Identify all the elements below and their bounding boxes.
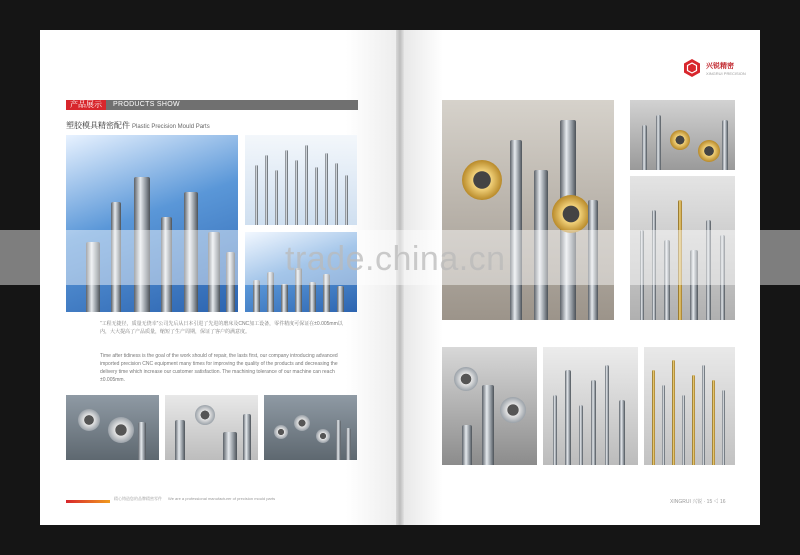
product-part	[346, 428, 351, 460]
product-part	[682, 395, 685, 465]
section-header-bar	[66, 100, 358, 110]
product-part	[305, 145, 308, 225]
product-photo-bottom-a	[442, 347, 537, 465]
product-part	[722, 390, 725, 465]
product-part	[316, 429, 330, 443]
product-part	[294, 415, 310, 431]
footer-text-cn: 精心铸造您的品牌精密零件	[114, 496, 162, 501]
product-photo-bottom-c	[644, 347, 735, 465]
product-part	[223, 432, 237, 460]
product-part	[652, 370, 655, 465]
product-part	[243, 414, 251, 460]
description-cn: “工程无捷径，质量无侥幸”公司先后从日本引进了先进的磨床及CNC加工设备，零件精度可保证在±0.005mm以内，大大提高了产品质量，缩短了生产周期，保证了客户的满意度。	[100, 321, 343, 335]
product-part	[337, 286, 344, 312]
footer-accent-bar	[66, 500, 110, 503]
brand-name-cn: 兴锐精密	[706, 63, 734, 70]
product-part	[605, 365, 609, 465]
footer-text-en: We are a professional manufacturer of precision mould parts	[168, 496, 276, 501]
product-photo-right-1	[630, 100, 735, 170]
product-part	[482, 385, 494, 465]
subtitle	[66, 120, 210, 131]
product-part	[325, 153, 328, 225]
product-part	[565, 370, 571, 465]
product-part	[285, 150, 288, 225]
product-part	[712, 380, 715, 465]
product-part	[591, 380, 596, 465]
product-photo-main	[66, 135, 238, 312]
product-part	[462, 425, 472, 465]
brand-name-en: XINGRUI PRECISION	[706, 71, 746, 76]
product-part	[579, 405, 583, 465]
product-part	[722, 120, 728, 170]
product-part	[309, 282, 316, 312]
product-part	[255, 165, 258, 225]
product-part	[553, 395, 557, 465]
product-part	[195, 405, 215, 425]
section-title-en: PRODUCTS SHOW	[113, 101, 180, 108]
description-en: Time after tidiness is the goal of the work should of repair, the lasts first, our company introducing advanced imported precision CNC equipment many times for improving the quality of the products and decreasing the delivery time which increase our customer satisfaction. The machining tolerance of our machine can reach ±0.005mm.	[100, 353, 338, 383]
product-part	[108, 417, 134, 443]
product-part	[315, 167, 318, 225]
product-part	[138, 422, 146, 460]
product-part	[462, 160, 502, 200]
product-part	[175, 420, 185, 460]
product-part	[265, 155, 268, 225]
product-part	[274, 425, 288, 439]
hexagon-logo-icon	[682, 58, 702, 78]
product-photo-bottom-1	[66, 395, 159, 460]
subtitle-cn: 塑胶模具精密配件	[66, 121, 130, 130]
product-part	[656, 115, 661, 170]
product-photo-bottom-3	[264, 395, 357, 460]
footer-text	[114, 496, 281, 502]
product-part	[672, 360, 675, 465]
section-tag: 产品展示	[66, 100, 106, 110]
product-photo-large	[442, 100, 614, 320]
product-part	[619, 400, 625, 465]
page-number: XINGRUI 兴锐 · 15 ◁ 16	[670, 499, 726, 505]
product-part	[281, 284, 288, 312]
product-part	[642, 125, 647, 170]
product-part	[336, 420, 341, 460]
product-part	[500, 397, 526, 423]
product-photo-bottom-b	[543, 347, 638, 465]
subtitle-en: Plastic Precision Mould Parts	[132, 124, 210, 130]
product-part	[335, 163, 338, 225]
product-part	[662, 385, 665, 465]
product-part	[692, 375, 695, 465]
product-part	[345, 175, 348, 225]
product-part	[552, 195, 590, 233]
product-part	[275, 170, 278, 225]
product-part	[295, 160, 298, 225]
product-part	[454, 367, 478, 391]
watermark-text: trade.china.cn	[285, 240, 506, 278]
product-part	[702, 365, 705, 465]
product-part	[698, 140, 720, 162]
product-photo-pins	[245, 135, 357, 225]
product-photo-bottom-2	[165, 395, 258, 460]
product-part	[670, 130, 690, 150]
product-part	[78, 409, 100, 431]
